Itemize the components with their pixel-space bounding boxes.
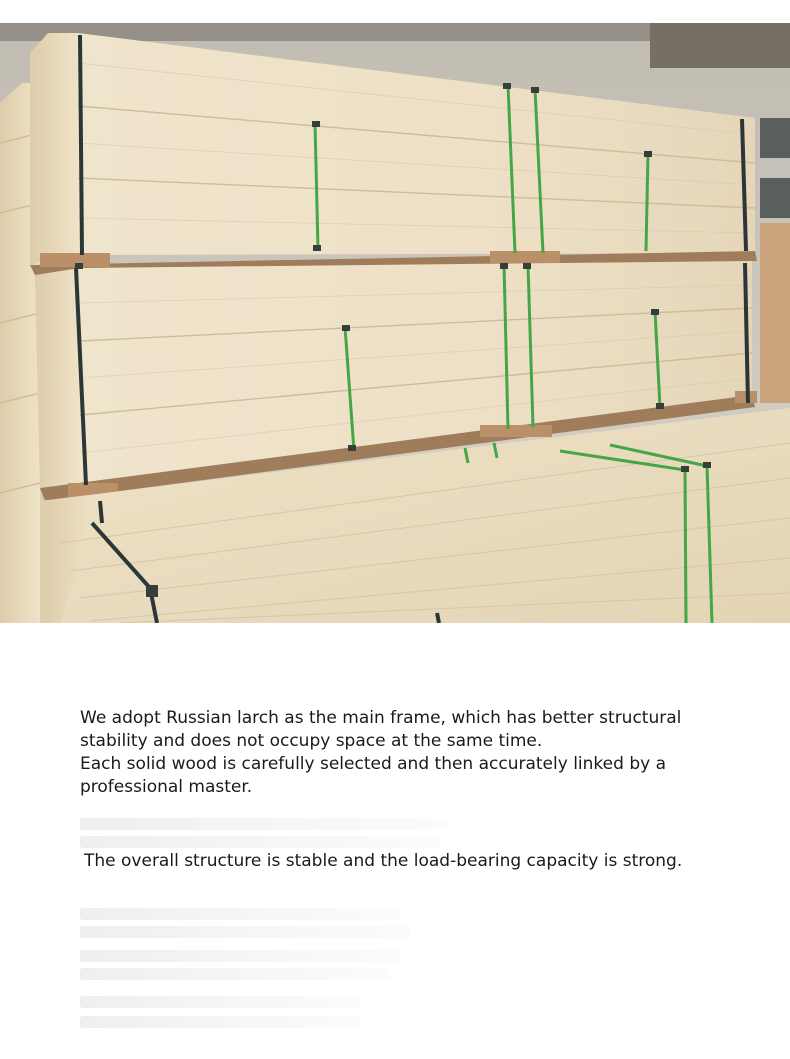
faded-text-block (80, 996, 360, 1008)
lumber-stack-photo (0, 23, 790, 623)
faded-text-block (80, 950, 400, 962)
highlight-text: The overall structure is stable and the load-bearing capacity is strong. (84, 851, 683, 871)
description-paragraph (80, 707, 700, 799)
faded-text-block (80, 968, 390, 980)
faded-text-block (80, 926, 410, 938)
description-line-1: We adopt Russian larch as the main frame, which has better structural (80, 708, 682, 728)
description-line-4: professional master. (80, 777, 253, 797)
faded-text-block (80, 1016, 360, 1028)
faded-text-block (80, 836, 440, 848)
description-line-3: Each solid wood is carefully selected and then accurately linked by a (80, 754, 666, 774)
description-line-2: stability and does not occupy space at the same time. (80, 731, 543, 751)
faded-text-block (80, 908, 400, 920)
faded-text-block (80, 818, 450, 830)
